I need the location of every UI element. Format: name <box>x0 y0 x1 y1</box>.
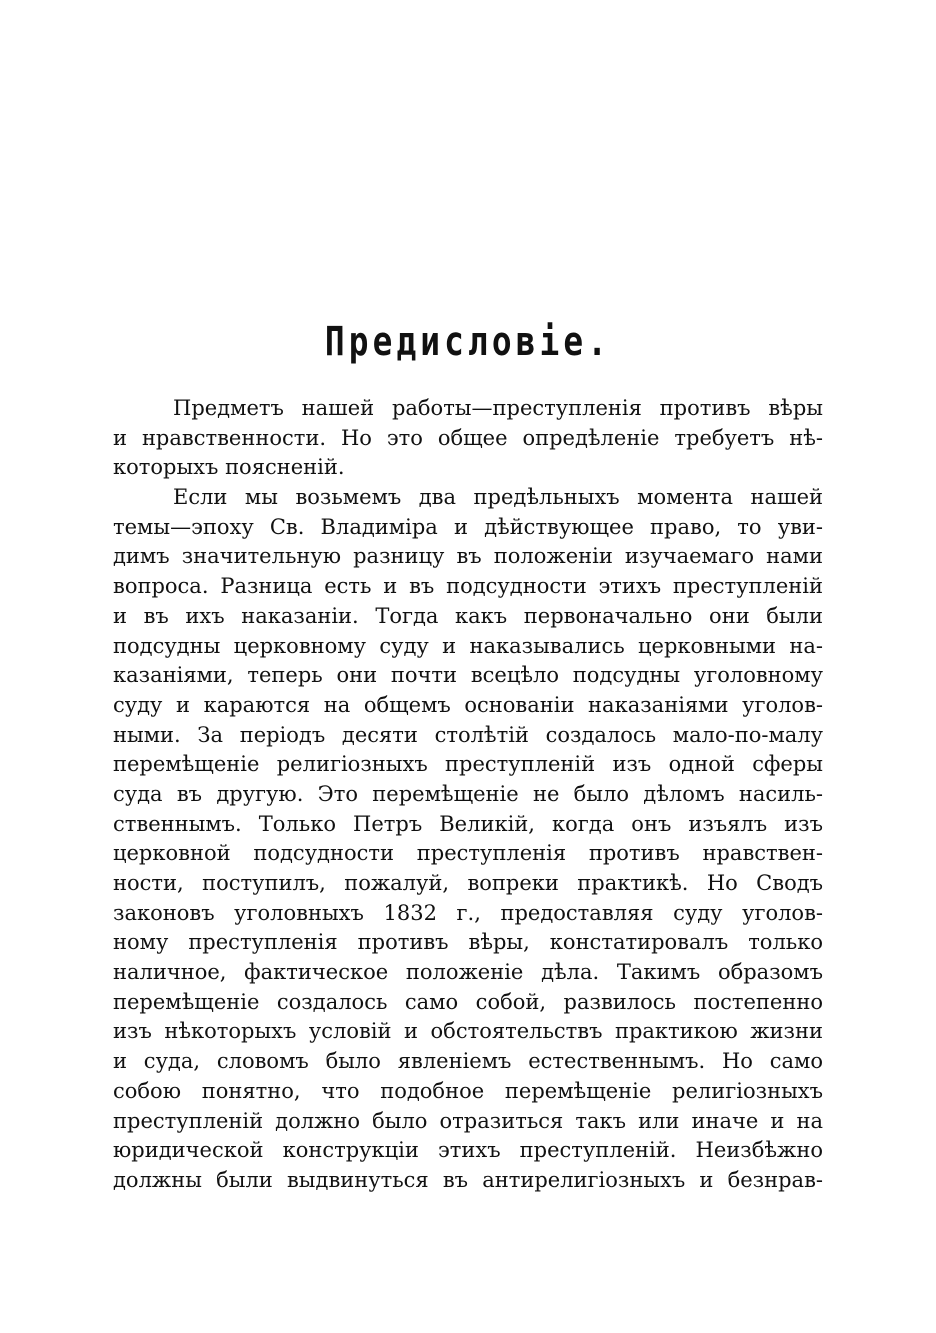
text-line: и нравственности. Но это общее опредѣленіе требуетъ нѣ- <box>113 425 823 450</box>
text-line: перемѣщеніе создалось само собой, развилось постепенно <box>113 989 823 1014</box>
text-line: Если мы возьмемъ два предѣльныхъ момента нашей <box>173 485 823 510</box>
text-line: должны были выдвинуться въ антирелигіозныхъ и безнрав- <box>113 1167 823 1192</box>
text-line: суду и караются на общемъ основаніи наказаніями уголов- <box>113 692 823 717</box>
text-line: темы—эпоху Св. Владиміра и дѣйствующее право, то уви- <box>113 514 823 539</box>
paragraph <box>113 394 823 483</box>
text-line: ности, поступилъ, пожалуй, вопреки практикѣ. Но Сводъ <box>113 871 823 895</box>
text-line: казаніями, теперь они почти всецѣло подсудны уголовному <box>113 663 823 688</box>
text-line: Предметъ нашей работы—преступленія противъ вѣры <box>173 396 823 420</box>
text-line: наличное, фактическое положеніе дѣла. Такимъ образомъ <box>113 960 823 985</box>
paragraph <box>113 483 823 1196</box>
text-line: изъ нѣкоторыхъ условій и обстоятельствъ практикою жизни <box>113 1019 823 1044</box>
text-line: суда въ другую. Это перемѣщеніе не было дѣломъ насиль- <box>113 781 823 806</box>
text-line: церковной подсудности преступленія противъ нравствен- <box>113 841 823 866</box>
text-line: ными. За періодъ десяти столѣтій создалось мало-по-малу <box>113 722 823 747</box>
text-line: которыхъ поясненій. <box>113 455 345 480</box>
text-line: и въ ихъ наказаніи. Тогда какъ первоначально они были <box>113 603 823 628</box>
text-line: собою понятно, что подобное перемѣщеніе религіозныхъ <box>113 1078 823 1103</box>
text-line: ному преступленія противъ вѣры, констатировалъ только <box>113 930 823 955</box>
main-text <box>113 394 823 1196</box>
text-line: перемѣщеніе религіозныхъ преступленій изъ одной сферы <box>113 752 823 777</box>
text-line: вопроса. Разница есть и въ подсудности этихъ преступленій <box>113 574 823 599</box>
text-line: законовъ уголовныхъ 1832 г., предоставляя суду уголов- <box>113 900 823 925</box>
text-line: димъ значительную разницу въ положеніи изучаемаго нами <box>113 544 823 569</box>
text-line: преступленій должно было отразиться такъ или иначе и на <box>113 1108 823 1133</box>
text-line: подсудны церковному суду и наказывались церковными на- <box>113 633 823 658</box>
text-line: ственнымъ. Только Петръ Великій, когда онъ изъялъ изъ <box>113 811 823 836</box>
text-line: и суда, словомъ было явленіемъ естественнымъ. Но само <box>113 1049 823 1074</box>
text-line: юридической конструкціи этихъ преступленій. Неизбѣжно <box>113 1138 823 1163</box>
page-title: Предисловіе. <box>324 319 612 365</box>
